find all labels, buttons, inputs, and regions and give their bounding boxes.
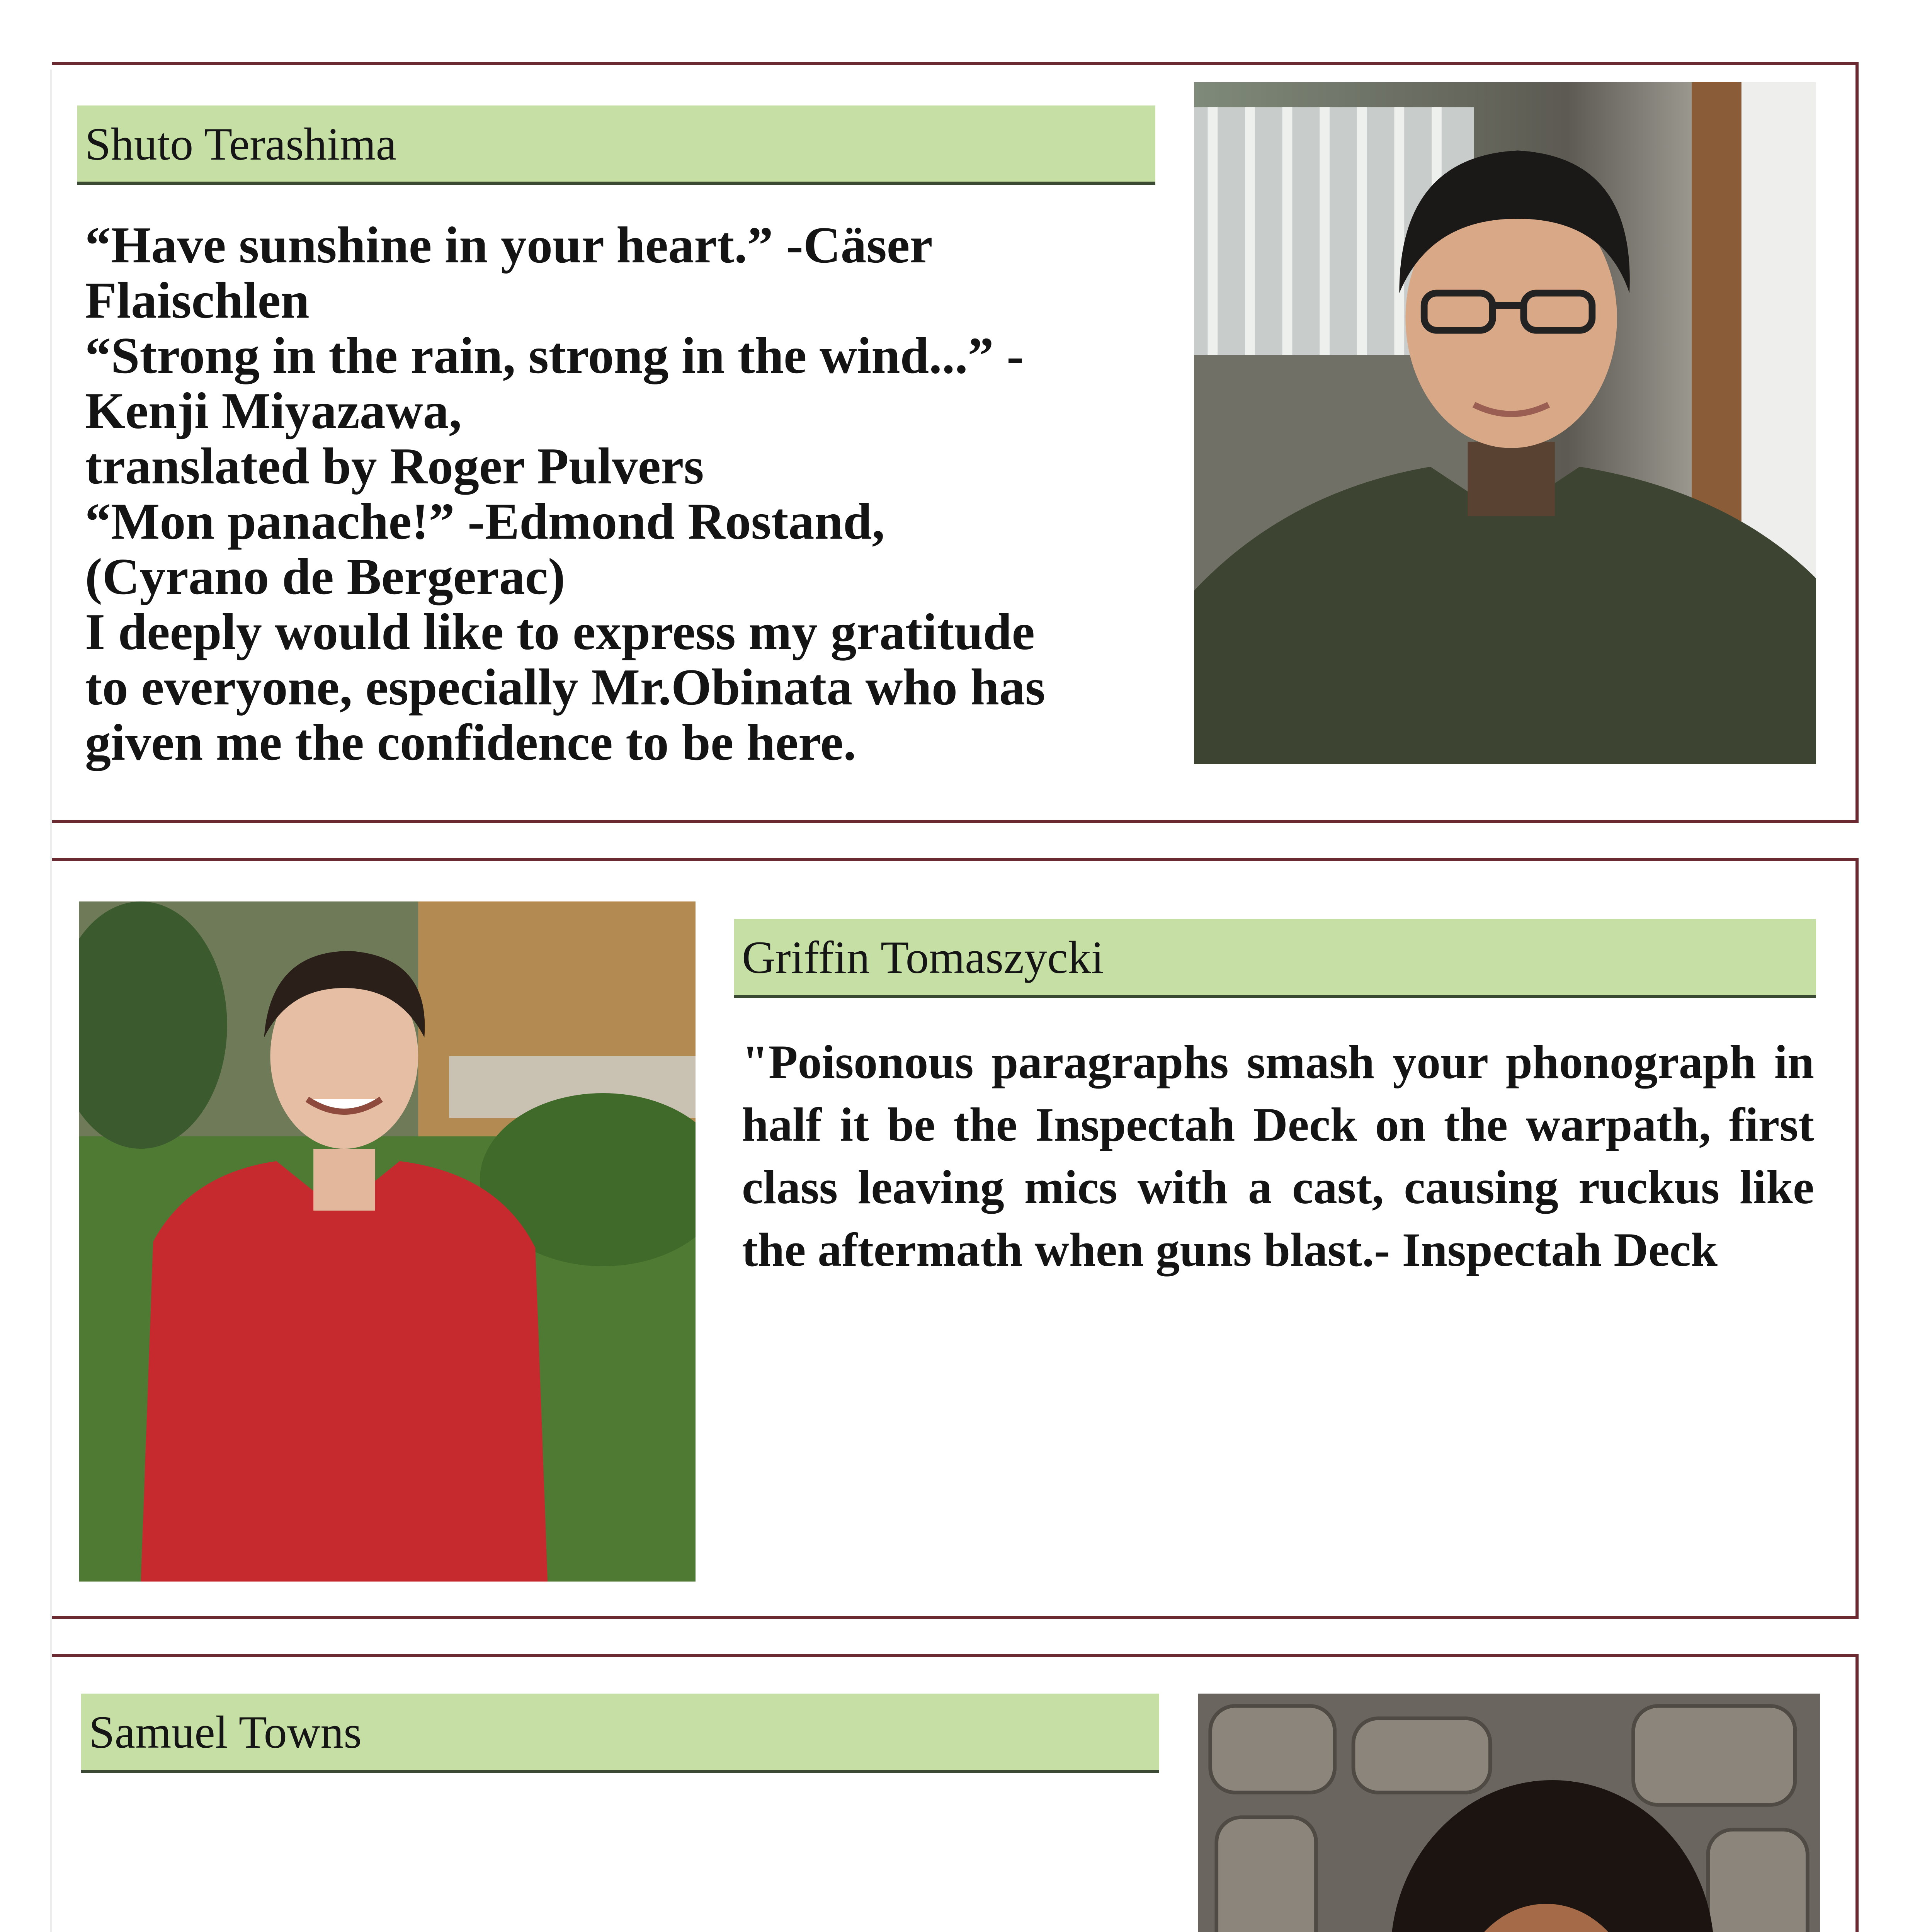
quote-line: translated by Roger Pulvers bbox=[85, 437, 704, 495]
portrait-illustration bbox=[1198, 1694, 1820, 1932]
student-portrait-photo bbox=[79, 901, 696, 1582]
student-card-3 bbox=[52, 1654, 1859, 1932]
student-portrait-photo bbox=[1198, 1694, 1820, 1932]
student-name: Shuto Terashima bbox=[85, 118, 396, 170]
student-card-2 bbox=[52, 858, 1859, 1619]
quote-line: “Have sunshine in your heart.” -Cäser bbox=[85, 216, 933, 274]
student-quote: "Poisonous paragraphs smash your phonograph in half it be the Inspectah Deck on the warpath, first class leaving mics with a cast, causing ruckus like the aftermath when guns blast.- Inspectah Deck bbox=[742, 1036, 1814, 1276]
quote-line: given me the confidence to be here. bbox=[85, 714, 856, 771]
quote-line: to everyone, especially Mr.Obinata who has bbox=[85, 658, 1046, 716]
quote-line: I deeply would like to express my gratitude bbox=[85, 603, 1035, 660]
student-portrait-photo bbox=[1194, 82, 1816, 764]
quote-line: (Cyrano de Bergerac) bbox=[85, 548, 565, 605]
quote-line: Flaischlen bbox=[85, 272, 310, 329]
quote-line: “Strong in the rain, strong in the wind...” - bbox=[85, 327, 1024, 384]
student-name: Samuel Towns bbox=[89, 1706, 362, 1758]
quote-line: “Mon panache!” -Edmond Rostand, bbox=[85, 493, 885, 550]
student-name: Griffin Tomaszycki bbox=[742, 932, 1104, 983]
quote-line: Kenji Miyazawa, bbox=[85, 382, 462, 439]
student-name-bar bbox=[81, 1694, 1159, 1773]
portrait-illustration bbox=[1194, 82, 1816, 764]
student-quote bbox=[85, 218, 1159, 770]
student-name-bar bbox=[77, 105, 1155, 185]
portrait-illustration bbox=[79, 901, 696, 1582]
student-name-bar bbox=[734, 919, 1816, 998]
student-card-1 bbox=[52, 62, 1859, 823]
